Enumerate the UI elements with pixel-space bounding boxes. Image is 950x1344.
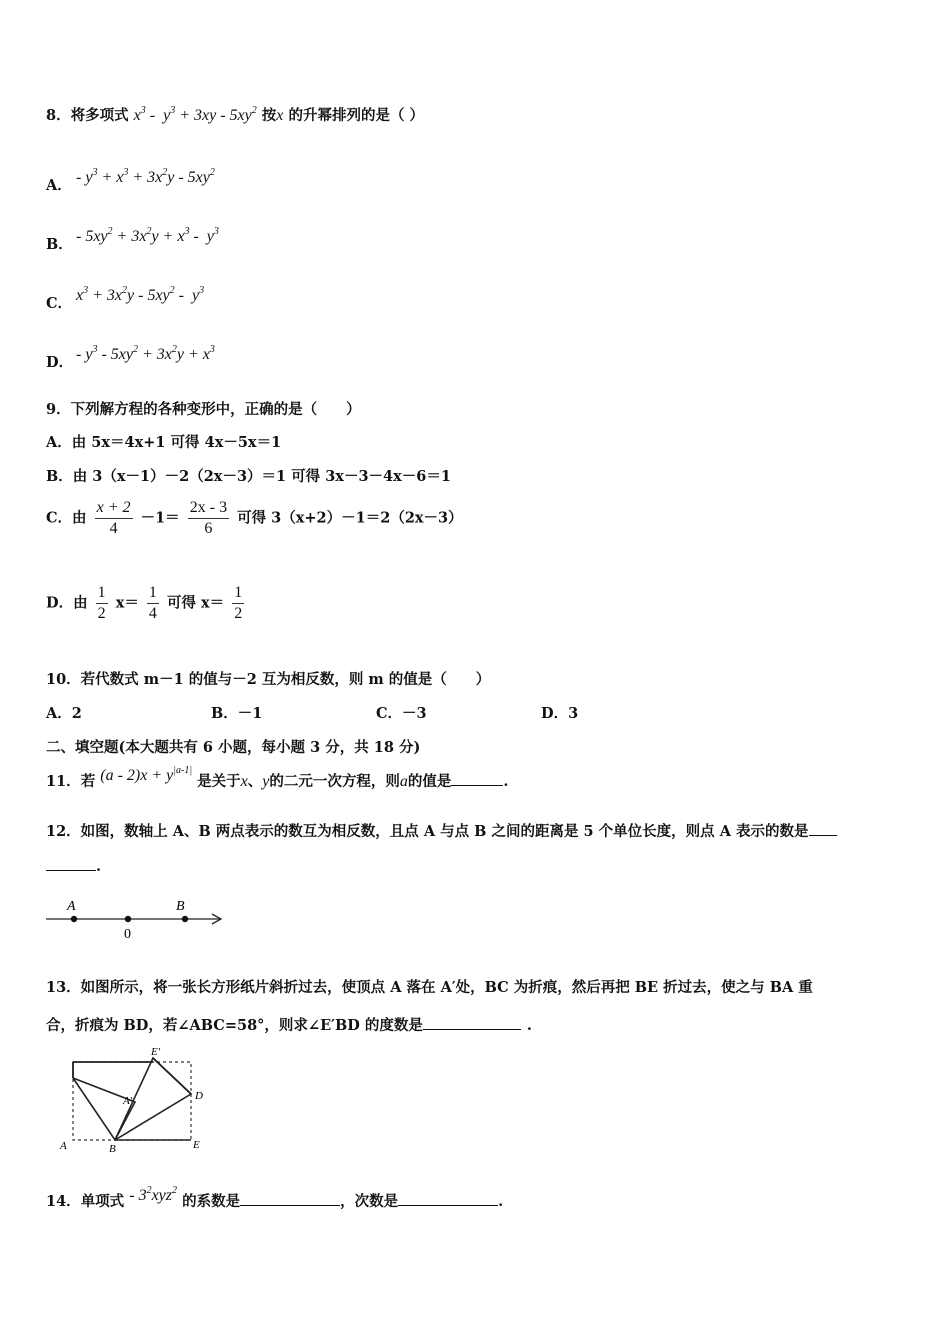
point-zero-dot	[125, 916, 131, 922]
q8-by: 按	[261, 107, 277, 124]
q12-answer-blank-1[interactable]	[809, 823, 837, 836]
label-b: B	[109, 1143, 116, 1155]
q14-stem	[46, 1185, 504, 1211]
q9-d-frac1-num: 1	[96, 583, 108, 604]
q9-c-mid: －1＝	[140, 509, 180, 527]
q9-option-c[interactable]	[46, 498, 463, 539]
q12-answer-blank-2[interactable]	[46, 858, 96, 871]
q10-stem: 10．若代数式 m－1 的值与－2 互为相反数，则 m 的值是（ ）	[46, 671, 491, 688]
q8-option-b[interactable]	[46, 225, 219, 253]
q8-option-d-expr: - $y^3 - 5xy^2 + 3x^2y + x^3$	[76, 344, 215, 363]
q14-mid2: ，次数是	[340, 1193, 399, 1210]
q12-text: 12．如图，数轴上 A、B 两点表示的数互为相反数，且点 A 与点 B 之间的距离是 5 个单位长度，则点 A 表示的数是	[46, 823, 809, 840]
label-a: A	[60, 1140, 67, 1152]
q9-c-label: C．由	[46, 509, 87, 527]
q8-option-c-label: C．	[46, 295, 73, 312]
point-b-label: B	[176, 899, 185, 914]
q10-option-d[interactable]: D．3	[541, 705, 579, 722]
point-b-dot	[182, 916, 188, 922]
q13-stem-line1: 13．如图所示，将一张长方形纸片斜折过去，使顶点 A 落在 A′处，BC 为折痕，然后再把 BE 折过去，使之与 BA 重	[46, 979, 813, 996]
q8-prefix: 将多项式	[70, 107, 129, 124]
q11-sep: 、	[247, 773, 263, 790]
q11-expression: $(a - 2)x + y^{|a-1|}$	[100, 765, 193, 784]
q8-option-b-expr: - $5xy^2 + 3x^2y + x^3 - y^3$	[76, 226, 219, 245]
folded-flap	[73, 1078, 135, 1140]
label-e: E	[193, 1139, 200, 1151]
q11-suffix: 的值是	[407, 773, 452, 790]
q9-d-mid1: x＝	[115, 594, 139, 612]
q9-option-b[interactable]: B．由 3（x－1）－2（2x－3）＝1 可得 3x－3－4x－6＝1	[46, 468, 451, 485]
q8-suffix: 的升幂排列的是（ ）	[288, 107, 425, 124]
q9-c-result: 可得 3（x+2）－1＝2（2x－3）	[237, 509, 463, 527]
q9-c-fraction-1	[95, 498, 133, 539]
q9-d-fraction-2	[147, 583, 159, 624]
q11-var-x: x	[240, 773, 248, 790]
q12-stem-cont	[46, 858, 101, 875]
q9-c-fraction-2	[188, 498, 229, 539]
point-a-label: A	[67, 899, 76, 914]
label-a-prime: A'	[123, 1095, 133, 1107]
q9-c-frac1-num: x + 2	[95, 498, 133, 519]
q13-stem-line2	[46, 1014, 532, 1035]
q10-options	[46, 702, 746, 722]
q9-stem: 9．下列解方程的各种变形中，正确的是（ ）	[46, 401, 361, 418]
q8-option-c-expr: $x^3 + 3x^2y - 5xy^2 - y^3$	[76, 285, 205, 304]
q8-option-d-label: D．	[46, 354, 74, 371]
q9-d-frac2-num: 1	[147, 583, 159, 604]
q8-option-b-label: B．	[46, 236, 73, 253]
q14-end: .	[498, 1193, 504, 1210]
point-zero-label: 0	[124, 927, 131, 942]
q12-end: .	[96, 858, 102, 875]
q13-text: 合，折痕为 BD，若∠ABC=58°，则求∠E′BD 的度数是	[46, 1017, 423, 1034]
q9-d-frac3-num: 1	[232, 583, 244, 604]
q10-option-c[interactable]: C．－3	[376, 705, 427, 722]
q9-d-label: D．由	[46, 594, 88, 612]
q11-answer-blank[interactable]	[451, 773, 503, 786]
q9-d-frac1-den: 2	[97, 605, 106, 622]
q14-degree-blank[interactable]	[398, 1193, 498, 1206]
q8-option-a-expr: - $y^3 + x^3 + 3x^2y - 5xy^2$	[76, 167, 215, 186]
q9-d-fraction-1	[96, 583, 108, 624]
q8-option-a-label: A．	[46, 177, 72, 194]
q8-stem	[46, 104, 424, 125]
q14-coefficient-blank[interactable]	[240, 1193, 340, 1206]
q8-var: x	[276, 107, 284, 124]
q11-number: 11．	[46, 773, 81, 790]
q9-d-mid2: 可得 x＝	[166, 594, 225, 612]
q11-var-y: y	[262, 773, 270, 790]
q9-c-frac2-num: 2x - 3	[188, 498, 229, 519]
q8-number: 8．	[46, 107, 71, 124]
q14-monomial: - $3^2xyz^2$	[129, 1185, 178, 1204]
section-2-title: 二、填空题(本大题共有 6 小题，每小题 3 分，共 18 分)	[46, 739, 421, 756]
q11-mid2: 的二元一次方程，则	[269, 773, 400, 790]
q14-number: 14．	[46, 1193, 81, 1210]
q11-prefix: 若	[80, 773, 96, 790]
q9-d-frac2-den: 4	[148, 605, 157, 622]
q11-var-a: a	[399, 773, 408, 790]
q9-c-frac1-den: 4	[109, 520, 118, 537]
q10-option-b[interactable]: B．－1	[211, 705, 263, 722]
q9-option-a[interactable]: A．由 5x＝4x+1 可得 4x－5x＝1	[46, 434, 282, 451]
q14-prefix: 单项式	[80, 1193, 125, 1210]
q9-c-frac2-den: 6	[204, 520, 213, 537]
q9-d-fraction-3	[232, 583, 244, 624]
q13-end: .	[526, 1017, 532, 1034]
q11-mid1: 是关于	[197, 773, 241, 790]
label-e-prime: E'	[151, 1046, 161, 1058]
q8-option-a[interactable]	[46, 166, 215, 194]
q13-answer-blank[interactable]	[423, 1017, 521, 1030]
q11-end: .	[503, 773, 509, 790]
q8-option-c[interactable]	[46, 284, 205, 312]
q11-stem	[46, 765, 509, 791]
q9-option-d[interactable]	[46, 583, 247, 624]
folding-figure	[55, 1042, 215, 1157]
label-d: D	[195, 1090, 203, 1102]
point-a-dot	[71, 916, 77, 922]
q8-option-d[interactable]	[46, 343, 215, 371]
q12-stem	[46, 820, 837, 841]
q10-option-a[interactable]: A．2	[46, 705, 82, 722]
number-line-figure	[40, 895, 230, 943]
q8-polynomial: $x^3 - y^3 + 3xy - 5xy^2$	[133, 105, 257, 124]
q14-mid1: 的系数是	[182, 1193, 241, 1210]
q9-d-frac3-den: 2	[234, 605, 243, 622]
